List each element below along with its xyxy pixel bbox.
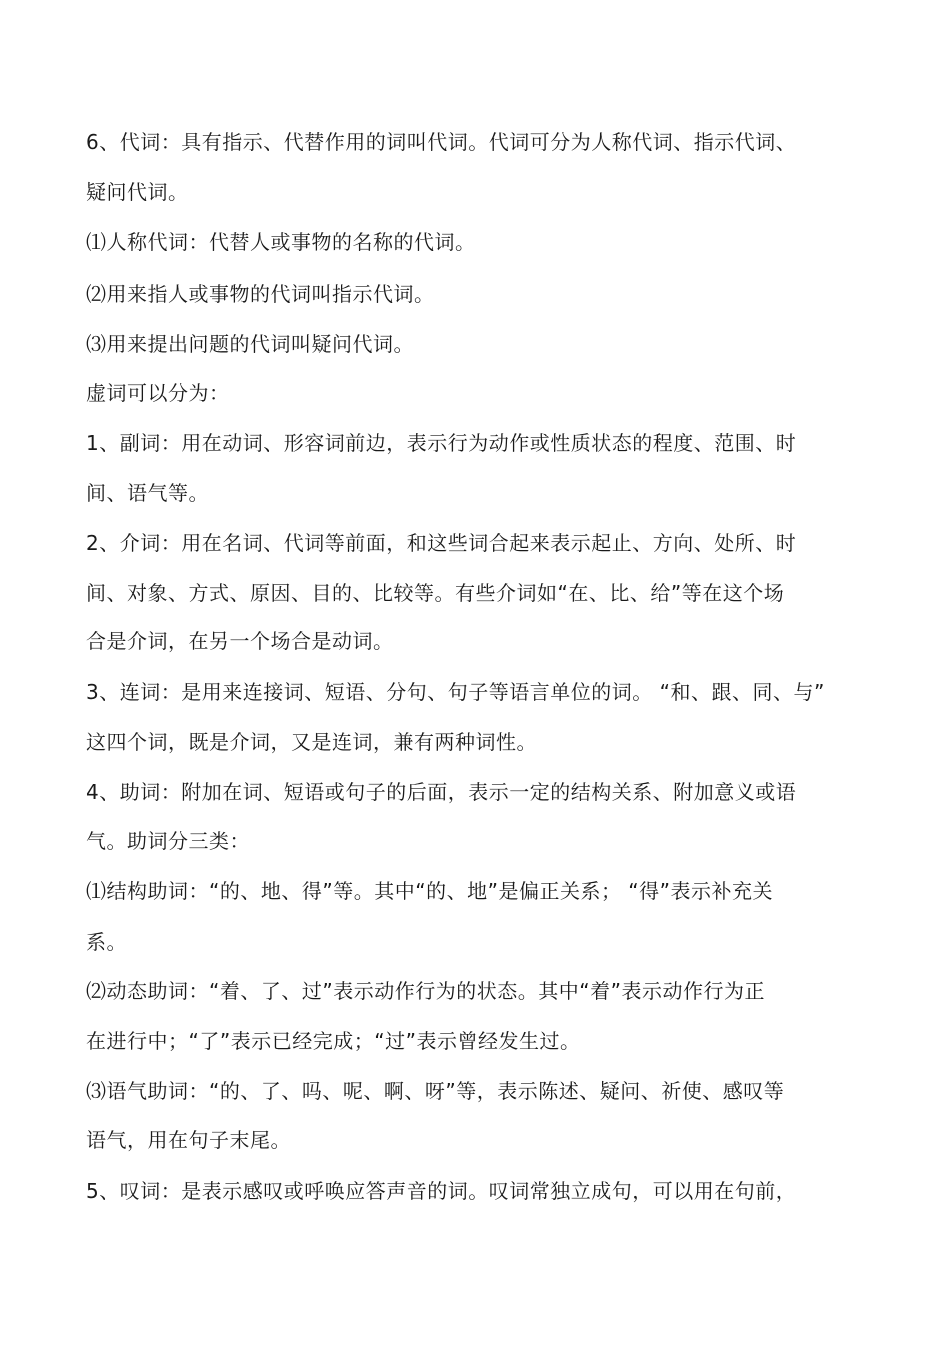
section-heading-function-words: 虚词可以分为： — [86, 381, 230, 405]
list-item-demonstrative-pronoun: ⑵用来指人或事物的代词叫指示代词。 — [86, 282, 435, 306]
paragraph-pronoun-definition-cont: 疑问代词。 — [86, 180, 189, 204]
paragraph-preposition: 2、介词：用在名词、代词等前面，和这些词合起来表示起止、方向、处所、时 — [86, 531, 797, 555]
paragraph-adverb: 1、副词：用在动词、形容词前边，表示行为动作或性质状态的程度、范围、时 — [86, 431, 797, 455]
list-item-structural-particle-cont: 系。 — [86, 930, 127, 954]
list-item-aspect-particle: ⑵动态助词：“着、了、过”表示动作行为的状态。其中“着”表示动作行为正 — [86, 979, 765, 1003]
paragraph-particle-cont: 气。助词分三类： — [86, 829, 250, 853]
paragraph-conjunction-cont: 这四个词，既是介词，又是连词，兼有两种词性。 — [86, 730, 537, 754]
paragraph-conjunction: 3、连词：是用来连接词、短语、分句、句子等语言单位的词。 “和、跟、同、与” — [86, 680, 825, 704]
list-item-personal-pronoun: ⑴人称代词：代替人或事物的名称的代词。 — [86, 230, 476, 254]
paragraph-interjection: 5、叹词：是表示感叹或呼唤应答声音的词。叹词常独立成句，可以用在句前， — [86, 1179, 797, 1203]
list-item-interrogative-pronoun: ⑶用来提出问题的代词叫疑问代词。 — [86, 332, 414, 356]
paragraph-preposition-cont-2: 合是介词，在另一个场合是动词。 — [86, 629, 394, 653]
paragraph-pronoun-definition: 6、代词：具有指示、代替作用的词叫代词。代词可分为人称代词、指示代词、 — [86, 130, 797, 154]
list-item-structural-particle: ⑴结构助词：“的、地、得”等。其中“的、地”是偏正关系； “得”表示补充关 — [86, 879, 774, 903]
list-item-modal-particle: ⑶语气助词：“的、了、吗、呢、啊、呀”等，表示陈述、疑问、祈使、感叹等 — [86, 1079, 785, 1103]
list-item-aspect-particle-cont: 在进行中；“了”表示已经完成；“过”表示曾经发生过。 — [86, 1029, 581, 1053]
paragraph-particle: 4、助词：附加在词、短语或句子的后面，表示一定的结构关系、附加意义或语 — [86, 780, 797, 804]
paragraph-adverb-cont: 间、语气等。 — [86, 481, 209, 505]
paragraph-preposition-cont-1: 间、对象、方式、原因、目的、比较等。有些介词如“在、比、给”等在这个场 — [86, 581, 785, 605]
list-item-modal-particle-cont: 语气，用在句子末尾。 — [86, 1128, 291, 1152]
